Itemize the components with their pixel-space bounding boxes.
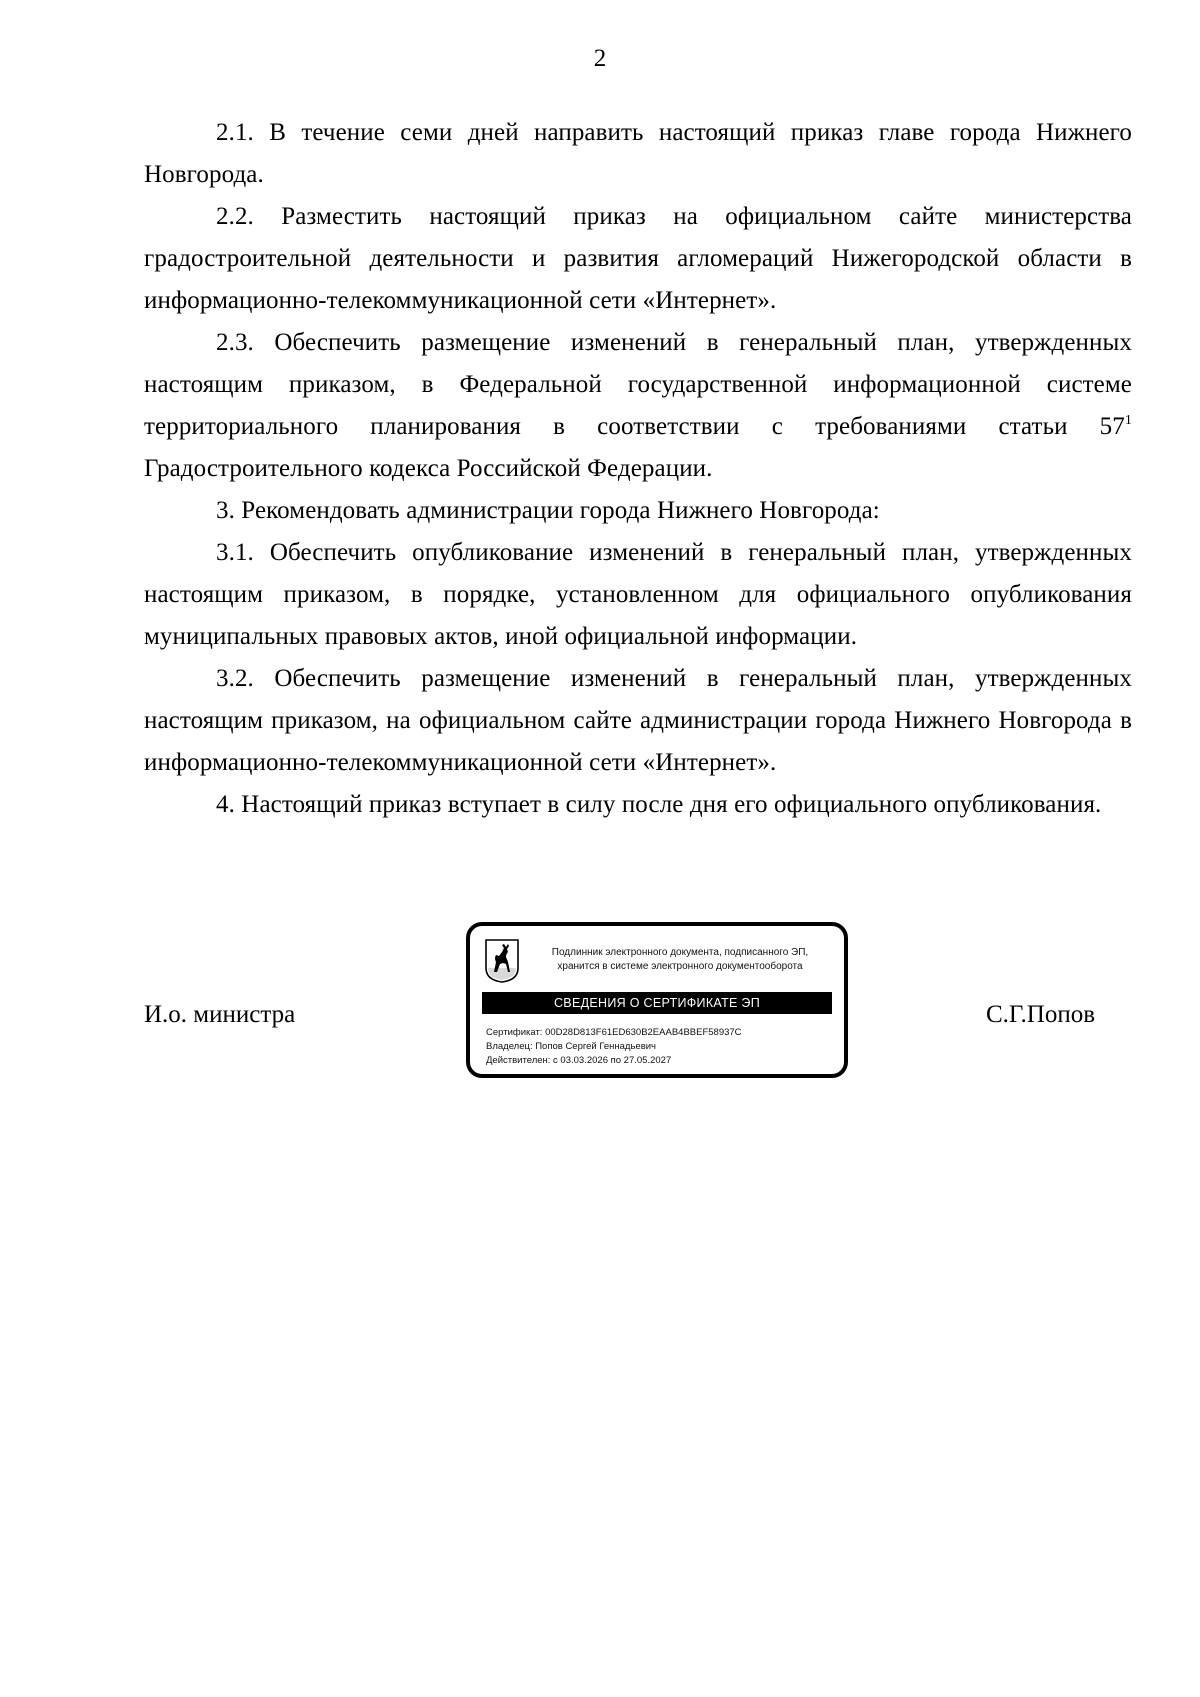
paragraph-3: 3. Рекомендовать администрации города Нижнего Новгорода: <box>216 497 880 524</box>
signatory-name: С.Г.Попов <box>986 1001 1096 1028</box>
page-number: 2 <box>593 45 607 72</box>
paragraph-2-3-tail: Градостроительного кодекса Российской Федерации. <box>144 455 713 482</box>
certificate-owner: Владелец: Попов Сергей Геннадьевич <box>486 1041 657 1052</box>
nizhny-novgorod-deer-emblem-icon <box>484 938 520 984</box>
certificate-number: Сертификат: 00D28D813F61ED630B2EAAB4BBEF58937C <box>486 1027 742 1038</box>
paragraph-2-1: 2.1. В течение семи дней направить настоящий приказ главе города Нижнего Новгорода. <box>144 119 1132 188</box>
stamp-certificate-info <box>486 1026 834 1068</box>
document-body <box>144 112 1132 826</box>
paragraph-2-3-main: 2.3. Обеспечить размещение изменений в генеральный план, утвержденных настоящим приказом, в Федеральной государственной информационной системе территориального планирования в соответствии с требованиями статьи 57 <box>144 329 1132 440</box>
stamp-header-line-1: Подлинник электронного документа, подписанного ЭП, <box>551 947 809 958</box>
paragraph-2-3 <box>144 322 1132 490</box>
paragraph-3-2: 3.2. Обеспечить размещение изменений в генеральный план, утвержденных настоящим приказом, на официальном сайте администрации города Нижнего Новгорода в информационно-телекоммуникационной сети «Интернет». <box>144 665 1132 776</box>
stamp-header <box>528 946 832 974</box>
article-superscript: 1 <box>1124 413 1132 428</box>
signatory-position: И.о. министра <box>144 1001 296 1028</box>
certificate-validity: Действителен: с 03.03.2026 по 27.05.2027 <box>486 1055 672 1066</box>
paragraph-4: 4. Настоящий приказ вступает в силу после дня его официального опубликования. <box>216 791 1102 818</box>
stamp-header-line-2: хранится в системе электронного документооборота <box>557 961 803 972</box>
paragraph-2-2: 2.2. Разместить настоящий приказ на официальном сайте министерства градостроительной деятельности и развития агломераций Нижегородской области в информационно-телекоммуникационной сети «Интернет». <box>144 203 1132 314</box>
stamp-title-bar: СВЕДЕНИЯ О СЕРТИФИКАТЕ ЭП <box>482 992 832 1014</box>
electronic-signature-stamp <box>466 922 848 1078</box>
paragraph-3-1: 3.1. Обеспечить опубликование изменений в генеральный план, утвержденных настоящим приказом, в порядке, установленном для официального опубликования муниципальных правовых актов, иной официальной информации. <box>144 539 1132 650</box>
